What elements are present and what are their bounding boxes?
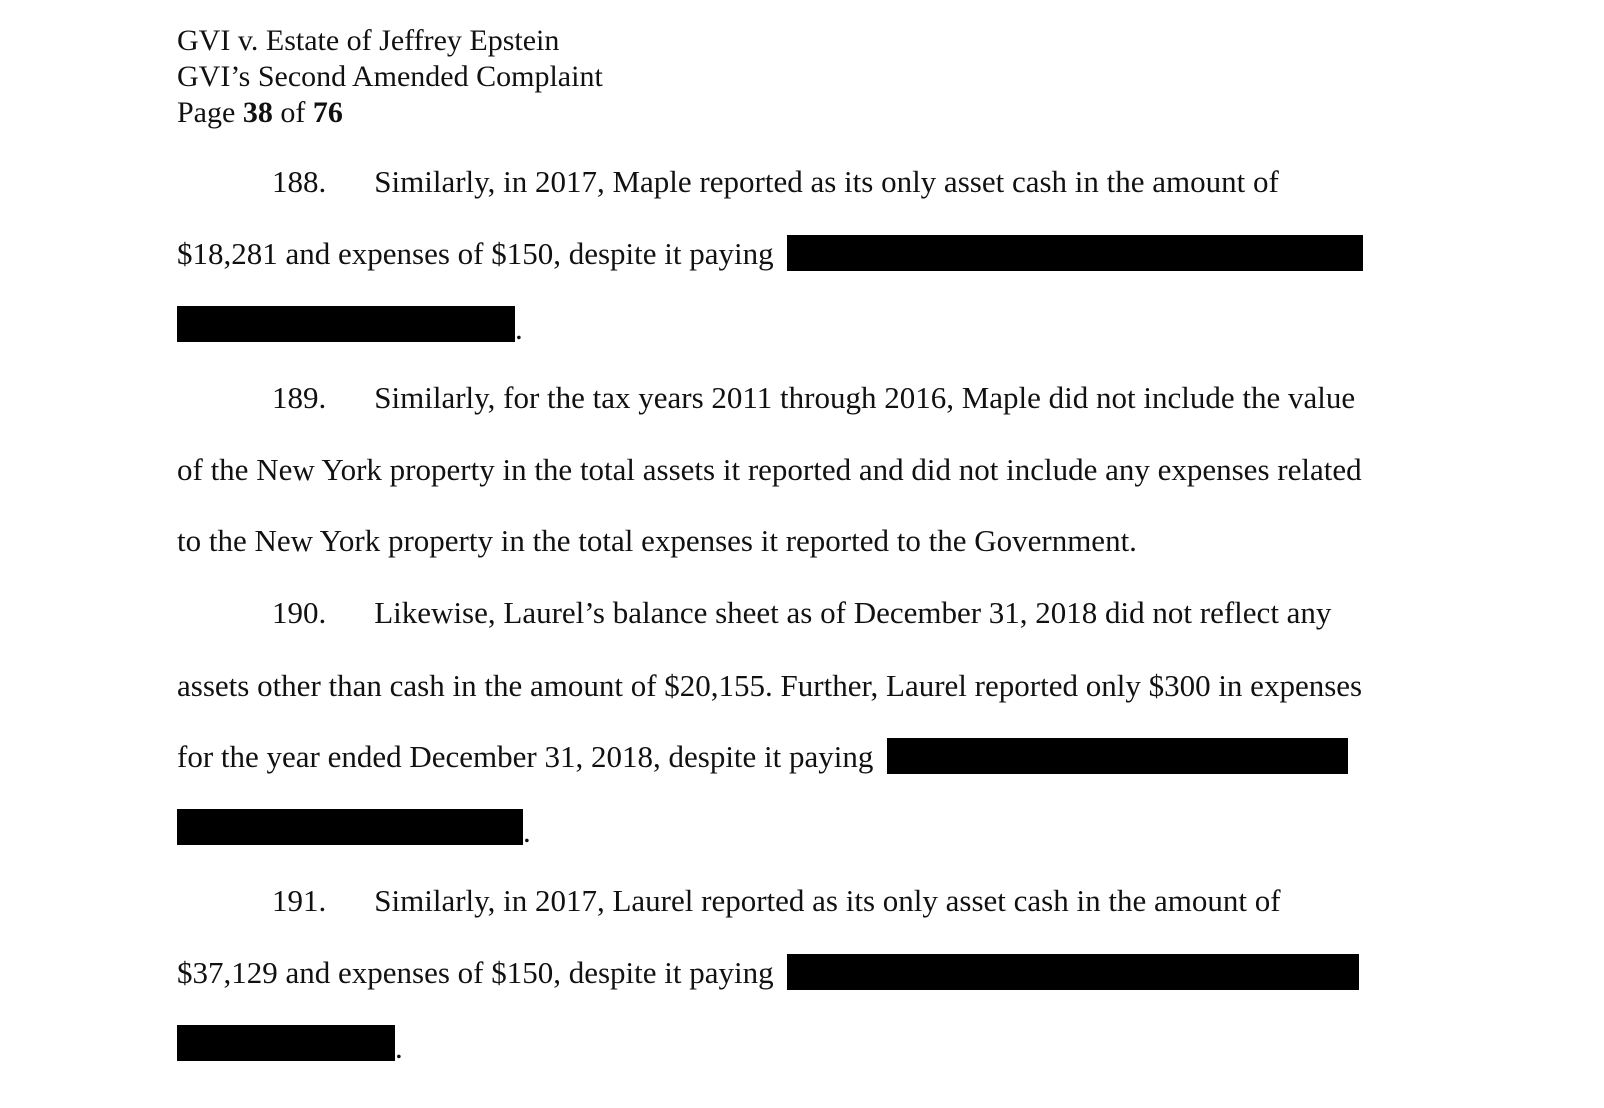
paragraph-text-line: of the New York property in the total assets it reported and did not include any expenses related [177, 452, 1362, 487]
redaction-box [787, 235, 1363, 271]
page-indicator [177, 95, 343, 131]
redaction-box [177, 306, 515, 342]
paragraph-text-line: assets other than cash in the amount of $20,155. Further, Laurel reported only $300 in expenses [177, 668, 1363, 703]
paragraph-text-line: Likewise, Laurel’s balance sheet as of December 31, 2018 did not reflect any [374, 595, 1332, 630]
case-title: GVI v. Estate of Jeffrey Epstein [177, 24, 560, 57]
paragraph-text-line: $37,129 and expenses of $150, despite it paying [177, 955, 774, 990]
sentence-period: . [395, 1030, 403, 1065]
paragraph-text-line: Similarly, for the tax years 2011 through 2016, Maple did not include the value [374, 380, 1356, 415]
page-number: 38 [242, 96, 273, 129]
paragraph-number: 188. [272, 164, 327, 199]
redaction-box [177, 809, 523, 845]
redaction-box [177, 1025, 395, 1061]
document-title: GVI’s Second Amended Complaint [177, 60, 603, 93]
paragraph-number: 189. [272, 380, 327, 415]
paragraph-text-line: Similarly, in 2017, Maple reported as its only asset cash in the amount of [374, 164, 1279, 199]
page-of: of [272, 96, 313, 129]
paragraph-text-line: $18,281 and expenses of $150, despite it paying [177, 236, 774, 271]
sentence-period: . [515, 311, 523, 346]
paragraph-text-line: Similarly, in 2017, Laurel reported as its only asset cash in the amount of [374, 883, 1281, 918]
page-total: 76 [312, 96, 343, 129]
paragraph-number: 190. [272, 595, 327, 630]
paragraph-text-line: for the year ended December 31, 2018, despite it paying [177, 739, 874, 774]
page-prefix: Page [177, 96, 243, 129]
sentence-period: . [523, 814, 531, 849]
paragraph-number: 191. [272, 883, 327, 918]
paragraph-text-line: to the New York property in the total expenses it reported to the Government. [177, 523, 1137, 558]
redaction-box [887, 738, 1348, 774]
redaction-box [787, 954, 1359, 990]
